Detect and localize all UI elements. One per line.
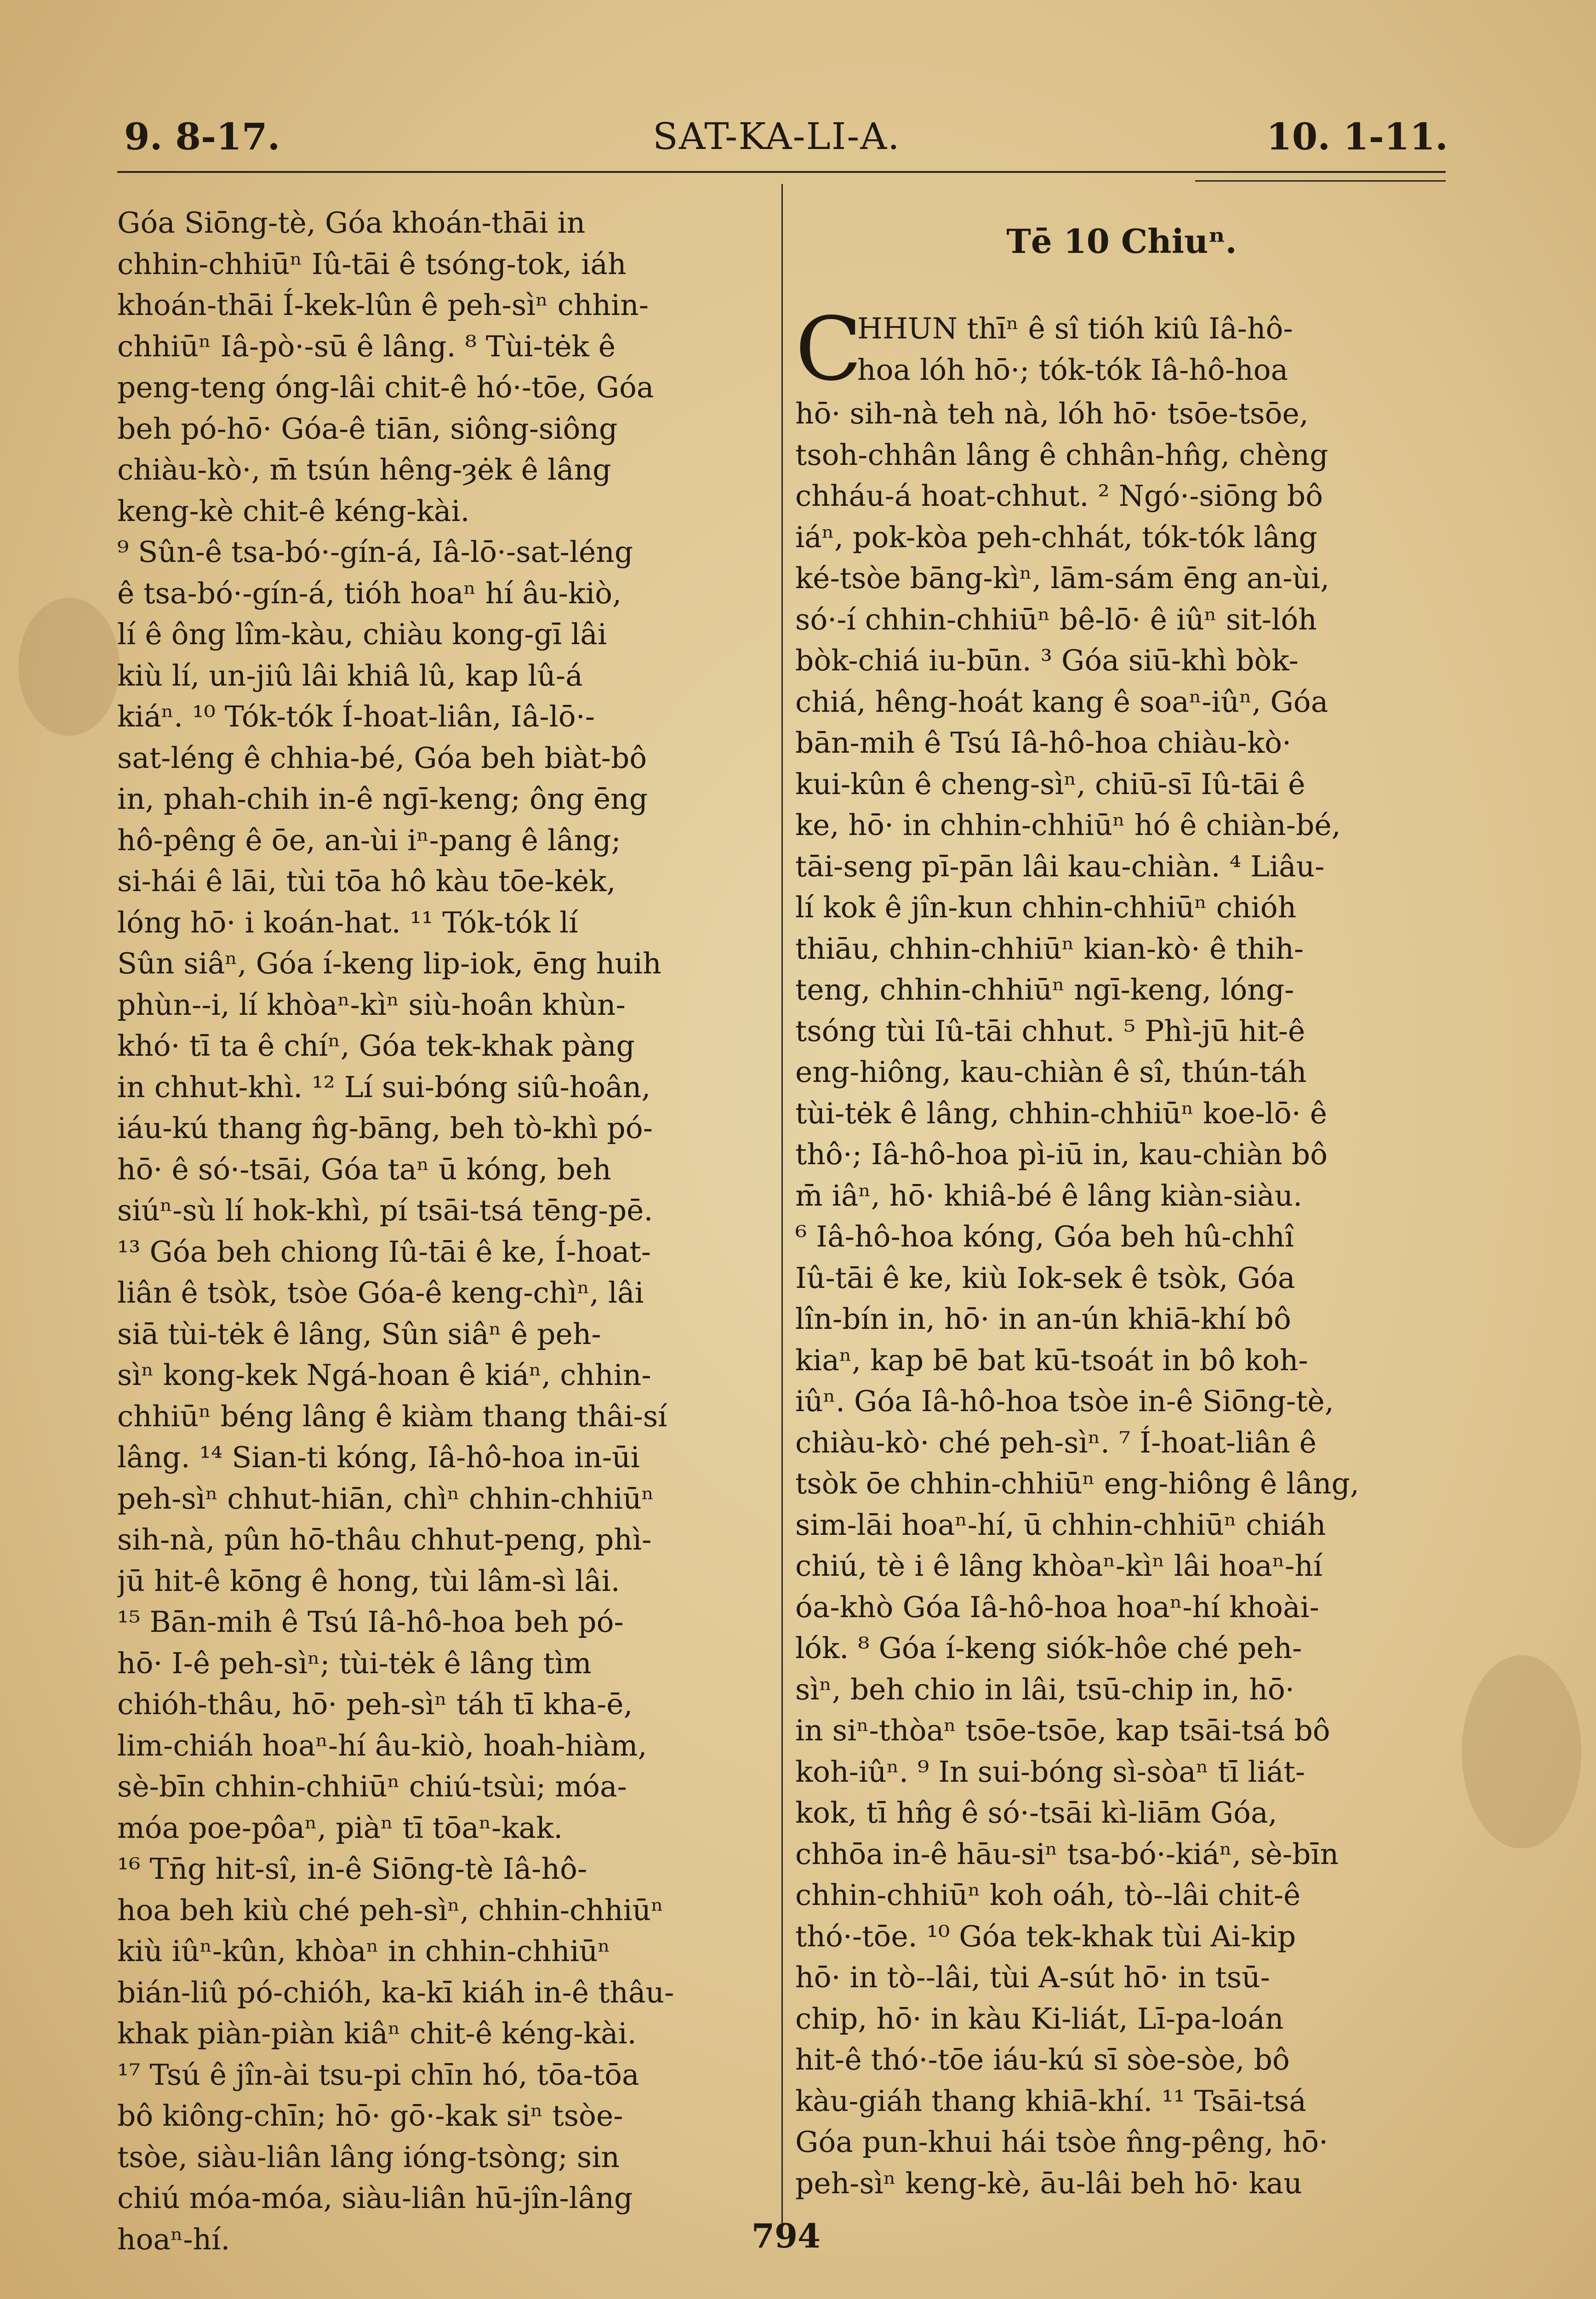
text-line: hō· in tò--lâi, tùi A-sút hō· in tsū- xyxy=(795,1961,1270,1994)
text-line: lí ê ông lîm-kàu, chiàu kong-gī lâi xyxy=(117,618,607,651)
text-line: sat-léng ê chhia-bé, Góa beh biàt-bô xyxy=(117,741,647,775)
right-column xyxy=(795,202,1448,2204)
text-line: kiáⁿ. ¹⁰ Tók-tók Í-hoat-liân, Iâ-lō·- xyxy=(117,700,595,733)
text-line: chiú móa-móa, siàu-liân hū-jîn-lâng xyxy=(117,2181,633,2215)
paper-stain xyxy=(18,598,120,736)
text-line: hō· I-ê peh-sìⁿ; tùi-tėk ê lâng tìm xyxy=(117,1646,592,1680)
text-line: chhiūⁿ Iâ-pò·-sū ê lâng. ⁸ Tùi-tėk ê xyxy=(117,329,616,363)
text-line: peh-sìⁿ keng-kè, āu-lâi beh hō· kau xyxy=(795,2166,1302,2200)
text-line: jū hit-ê kōng ê hong, tùi lâm-sì lâi. xyxy=(117,1564,620,1598)
text-line: tsòk ōe chhin-chhiūⁿ eng-hiông ê lâng, xyxy=(795,1467,1359,1500)
text-line: bòk-chiá iu-būn. ³ Góa siū-khì bòk- xyxy=(795,644,1299,677)
text-line: ¹³ Góa beh chiong Iû-tāi ê ke, Í-hoat- xyxy=(117,1235,651,1269)
header-left-reference: 9. 8-17. xyxy=(124,115,280,158)
text-line: bô kiông-chīn; hō· gō·-kak siⁿ tsòe- xyxy=(117,2099,623,2133)
text-line: ⁹ Sûn-ê tsa-bó·-gín-á, Iâ-lō·-sat-léng xyxy=(117,535,633,569)
text-line: óa-khò Góa Iâ-hô-hoa hoaⁿ-hí khoài- xyxy=(795,1590,1319,1624)
text-line: sìⁿ, beh chio in lâi, tsū-chip in, hō· xyxy=(795,1672,1294,1706)
text-line: tāi-seng pī-pān lâi kau-chiàn. ⁴ Liâu- xyxy=(795,849,1325,883)
text-line: lâng. ¹⁴ Sian-ti kóng, Iâ-hô-hoa in-ūi xyxy=(117,1441,640,1474)
text-line: ké-tsòe bāng-kìⁿ, lām-sám ēng an-ùi, xyxy=(795,561,1330,595)
text-line: chhin-chhiūⁿ koh oáh, tò--lâi chit-ê xyxy=(795,1878,1301,1912)
text-line: hō· ê só·-tsāi, Góa taⁿ ū kóng, beh xyxy=(117,1152,611,1186)
text-line: in siⁿ-thòaⁿ tsōe-tsōe, kap tsāi-tsá bô xyxy=(795,1714,1330,1747)
text-line: chhin-chhiūⁿ Iû-tāi ê tsóng-tok, iáh xyxy=(117,247,627,281)
text-line: sim-lāi hoaⁿ-hí, ū chhin-chhiūⁿ chiáh xyxy=(795,1508,1326,1542)
text-line: tùi-tėk ê lâng, chhin-chhiūⁿ koe-lō· ê xyxy=(795,1096,1328,1130)
text-line: bián-liû pó-chióh, ka-kī kiáh in-ê thâu- xyxy=(117,1975,674,2009)
text-line: sìⁿ kong-kek Ngá-hoan ê kiáⁿ, chhin- xyxy=(117,1358,651,1392)
text-line: si-hái ê lāi, tùi tōa hô kàu tōe-kėk, xyxy=(117,864,616,898)
text-line: kàu-giáh thang khiā-khí. ¹¹ Tsāi-tsá xyxy=(795,2084,1306,2118)
text-line: Sûn siâⁿ, Góa í-keng lip-iok, ēng huih xyxy=(117,947,661,980)
text-line: chiàu-kò·, m̄ tsún hêng-ȝėk ê lâng xyxy=(117,453,611,486)
text-line: lim-chiáh hoaⁿ-hí âu-kiò, hoah-hiàm, xyxy=(117,1728,647,1762)
text-line: chip, hō· in kàu Ki-liát, Lī-pa-loán xyxy=(795,2002,1284,2036)
text-line: tsoh-chhân lâng ê chhân-hn̂g, chèng xyxy=(795,438,1328,472)
text-line: ê tsa-bó·-gín-á, tióh hoaⁿ hí âu-kiò, xyxy=(117,576,622,610)
chapter-heading: Tē 10 Chiuⁿ. xyxy=(1006,222,1237,261)
text-line: khoán-thāi Í-kek-lûn ê peh-sìⁿ chhin- xyxy=(117,288,649,322)
text-line: hoa beh kiù ché peh-sìⁿ, chhin-chhiūⁿ xyxy=(117,1893,664,1927)
text-line: ¹⁷ Tsú ê jîn-ài tsu-pi chīn hó, tōa-tōa xyxy=(117,2058,639,2092)
text-line: thô·; Iâ-hô-hoa pì-iū in, kau-chiàn bô xyxy=(795,1138,1328,1171)
text-line: iáu-kú thang n̂g-bāng, beh tò-khì pó- xyxy=(117,1111,653,1145)
text-line: hō· sih-nà teh nà, lóh hō· tsōe-tsōe, xyxy=(795,397,1309,430)
text-line: koh-iûⁿ. ⁹ In sui-bóng sì-sòaⁿ tī liát- xyxy=(795,1755,1305,1789)
text-line: sih-nà, pûn hō-thâu chhut-peng, phì- xyxy=(117,1523,652,1556)
text-line: siā tùi-tėk ê lâng, Sûn siâⁿ ê peh- xyxy=(117,1317,601,1351)
text-line: in chhut-khì. ¹² Lí sui-bóng siû-hoân, xyxy=(117,1070,651,1104)
text-line: chiá, hêng-hoát kang ê soaⁿ-iûⁿ, Góa xyxy=(795,685,1328,719)
text-line: peng-teng óng-lâi chit-ê hó·-tōe, Góa xyxy=(117,371,654,404)
drop-cap: C xyxy=(795,298,862,400)
text-line: ⁶ Iâ-hô-hoa kóng, Góa beh hû-chhî xyxy=(795,1220,1294,1253)
text-line: siúⁿ-sù lí hok-khì, pí tsāi-tsá tēng-pē. xyxy=(117,1194,653,1227)
right-body-lines xyxy=(795,393,1448,2204)
text-line: ¹⁵ Bān-mih ê Tsú Iâ-hô-hoa beh pó- xyxy=(117,1605,624,1639)
text-line: móa poe-pôaⁿ, piàⁿ tī tōaⁿ-kak. xyxy=(117,1811,563,1845)
text-line: ¹⁶ Tn̄g hit-sî, in-ê Siōng-tè Iâ-hô- xyxy=(117,1852,587,1886)
text-line: chhōa in-ê hāu-siⁿ tsa-bó·-kiáⁿ, sè-bīn xyxy=(795,1837,1339,1871)
text-line: chiú, tè i ê lâng khòaⁿ-kìⁿ lâi hoaⁿ-hí xyxy=(795,1549,1322,1583)
running-header xyxy=(124,115,1448,170)
text-line: HHUN thīⁿ ê sî tióh kiû Iâ-hô- xyxy=(857,312,1293,345)
text-line: chiàu-kò· ché peh-sìⁿ. ⁷ Í-hoat-liân ê xyxy=(795,1425,1317,1459)
text-line: kiù iûⁿ-kûn, khòaⁿ in chhin-chhiūⁿ xyxy=(117,1934,610,1968)
text-line: só·-í chhin-chhiūⁿ bê-lō· ê iûⁿ sit-lóh xyxy=(795,602,1317,636)
text-line: chióh-thâu, hō· peh-sìⁿ táh tī kha-ē, xyxy=(117,1687,633,1721)
text-line: iáⁿ, pok-kòa peh-chhát, tók-tók lâng xyxy=(795,520,1317,554)
text-line: kok, tī hn̂g ê só·-tsāi kì-liām Góa, xyxy=(795,1796,1277,1830)
text-line: keng-kè chit-ê kéng-kài. xyxy=(117,494,470,528)
text-line: beh pó-hō· Góa-ê tiān, siông-siông xyxy=(117,412,618,446)
text-line: peh-sìⁿ chhut-hiān, chìⁿ chhin-chhiūⁿ xyxy=(117,1481,654,1516)
text-line: sè-bīn chhin-chhiūⁿ chiú-tsùi; móa- xyxy=(117,1770,627,1803)
text-line: liân ê tsòk, tsòe Góa-ê keng-chìⁿ, lâi xyxy=(117,1276,644,1310)
text-line: chhiūⁿ béng lâng ê kiàm thang thâi-sí xyxy=(117,1399,667,1433)
text-line: hoa lóh hō·; tók-tók Iâ-hô-hoa xyxy=(857,353,1288,387)
page-number: 794 xyxy=(751,2216,821,2255)
text-line: hit-ê thó·-tōe iáu-kú sī sòe-sòe, bô xyxy=(795,2043,1290,2076)
text-line: khak piàn-piàn kiâⁿ chit-ê kéng-kài. xyxy=(117,2017,637,2050)
header-book-title: SAT-KA-LI-A. xyxy=(653,115,901,158)
text-line: kui-kûn ê cheng-sìⁿ, chiū-sī Iû-tāi ê xyxy=(795,767,1305,801)
text-line: kiù lí, un-jiû lâi khiâ lû, kap lû-á xyxy=(117,658,583,692)
text-line: thó·-tōe. ¹⁰ Góa tek-khak tùi Ai-kip xyxy=(795,1919,1296,1953)
text-line: tsóng tùi Iû-tāi chhut. ⁵ Phì-jū hit-ê xyxy=(795,1014,1305,1048)
text-line: lók. ⁸ Góa í-keng siók-hôe ché peh- xyxy=(795,1631,1302,1665)
text-line: bān-mih ê Tsú Iâ-hô-hoa chiàu-kò· xyxy=(795,726,1292,760)
text-line: Iû-tāi ê ke, kiù Iok-sek ê tsòk, Góa xyxy=(795,1261,1295,1295)
text-line: tsòe, siàu-liân lâng ióng-tsòng; sin xyxy=(117,2140,620,2174)
text-line: kiaⁿ, kap bē bat kū-tsoát in bô koh- xyxy=(795,1343,1308,1377)
text-line: hô-pêng ê ōe, an-ùi iⁿ-pang ê lâng; xyxy=(117,823,621,857)
header-rule xyxy=(117,171,1446,173)
text-line: thiāu, chhin-chhiūⁿ kian-kò· ê thih- xyxy=(795,932,1304,966)
text-line: lîn-bín in, hō· in an-ún khiā-khí bô xyxy=(795,1302,1291,1336)
text-line: iûⁿ. Góa Iâ-hô-hoa tsòe in-ê Siōng-tè, xyxy=(795,1384,1334,1418)
text-line: in, phah-chih in-ê ngī-keng; ông ēng xyxy=(117,782,648,816)
text-line: ke, hō· in chhin-chhiūⁿ hó ê chiàn-bé, xyxy=(795,808,1341,842)
text-line: lí kok ê jîn-kun chhin-chhiūⁿ chióh xyxy=(795,891,1297,924)
text-line: teng, chhin-chhiūⁿ ngī-keng, lóng- xyxy=(795,973,1294,1007)
text-line: lóng hō· i koán-hat. ¹¹ Tók-tók lí xyxy=(117,905,578,939)
text-line: phùn--i, lí khòaⁿ-kìⁿ siù-hoân khùn- xyxy=(117,988,626,1022)
text-line: eng-hiông, kau-chiàn ê sî, thún-táh xyxy=(795,1055,1307,1089)
paper-stain xyxy=(1462,1655,1581,1848)
text-line: chháu-á hoat-chhut. ² Ngó·-siōng bô xyxy=(795,479,1323,513)
text-line: Góa Siōng-tè, Góa khoán-thāi in xyxy=(117,206,586,240)
left-column xyxy=(117,202,770,2260)
header-rule-double xyxy=(1195,180,1446,182)
text-line: hoaⁿ-hí. xyxy=(117,2222,230,2256)
text-line: Góa pun-khui hái tsòe n̂ng-pêng, hō· xyxy=(795,2125,1328,2159)
right-intro-lines xyxy=(795,308,1448,390)
text-line: m̄ iâⁿ, hō· khiâ-bé ê lâng kiàn-siàu. xyxy=(795,1178,1303,1212)
text-line: khó· tī ta ê chíⁿ, Góa tek-khak pàng xyxy=(117,1029,635,1063)
column-divider xyxy=(781,184,783,2239)
header-right-reference: 10. 1-11. xyxy=(1266,115,1448,158)
